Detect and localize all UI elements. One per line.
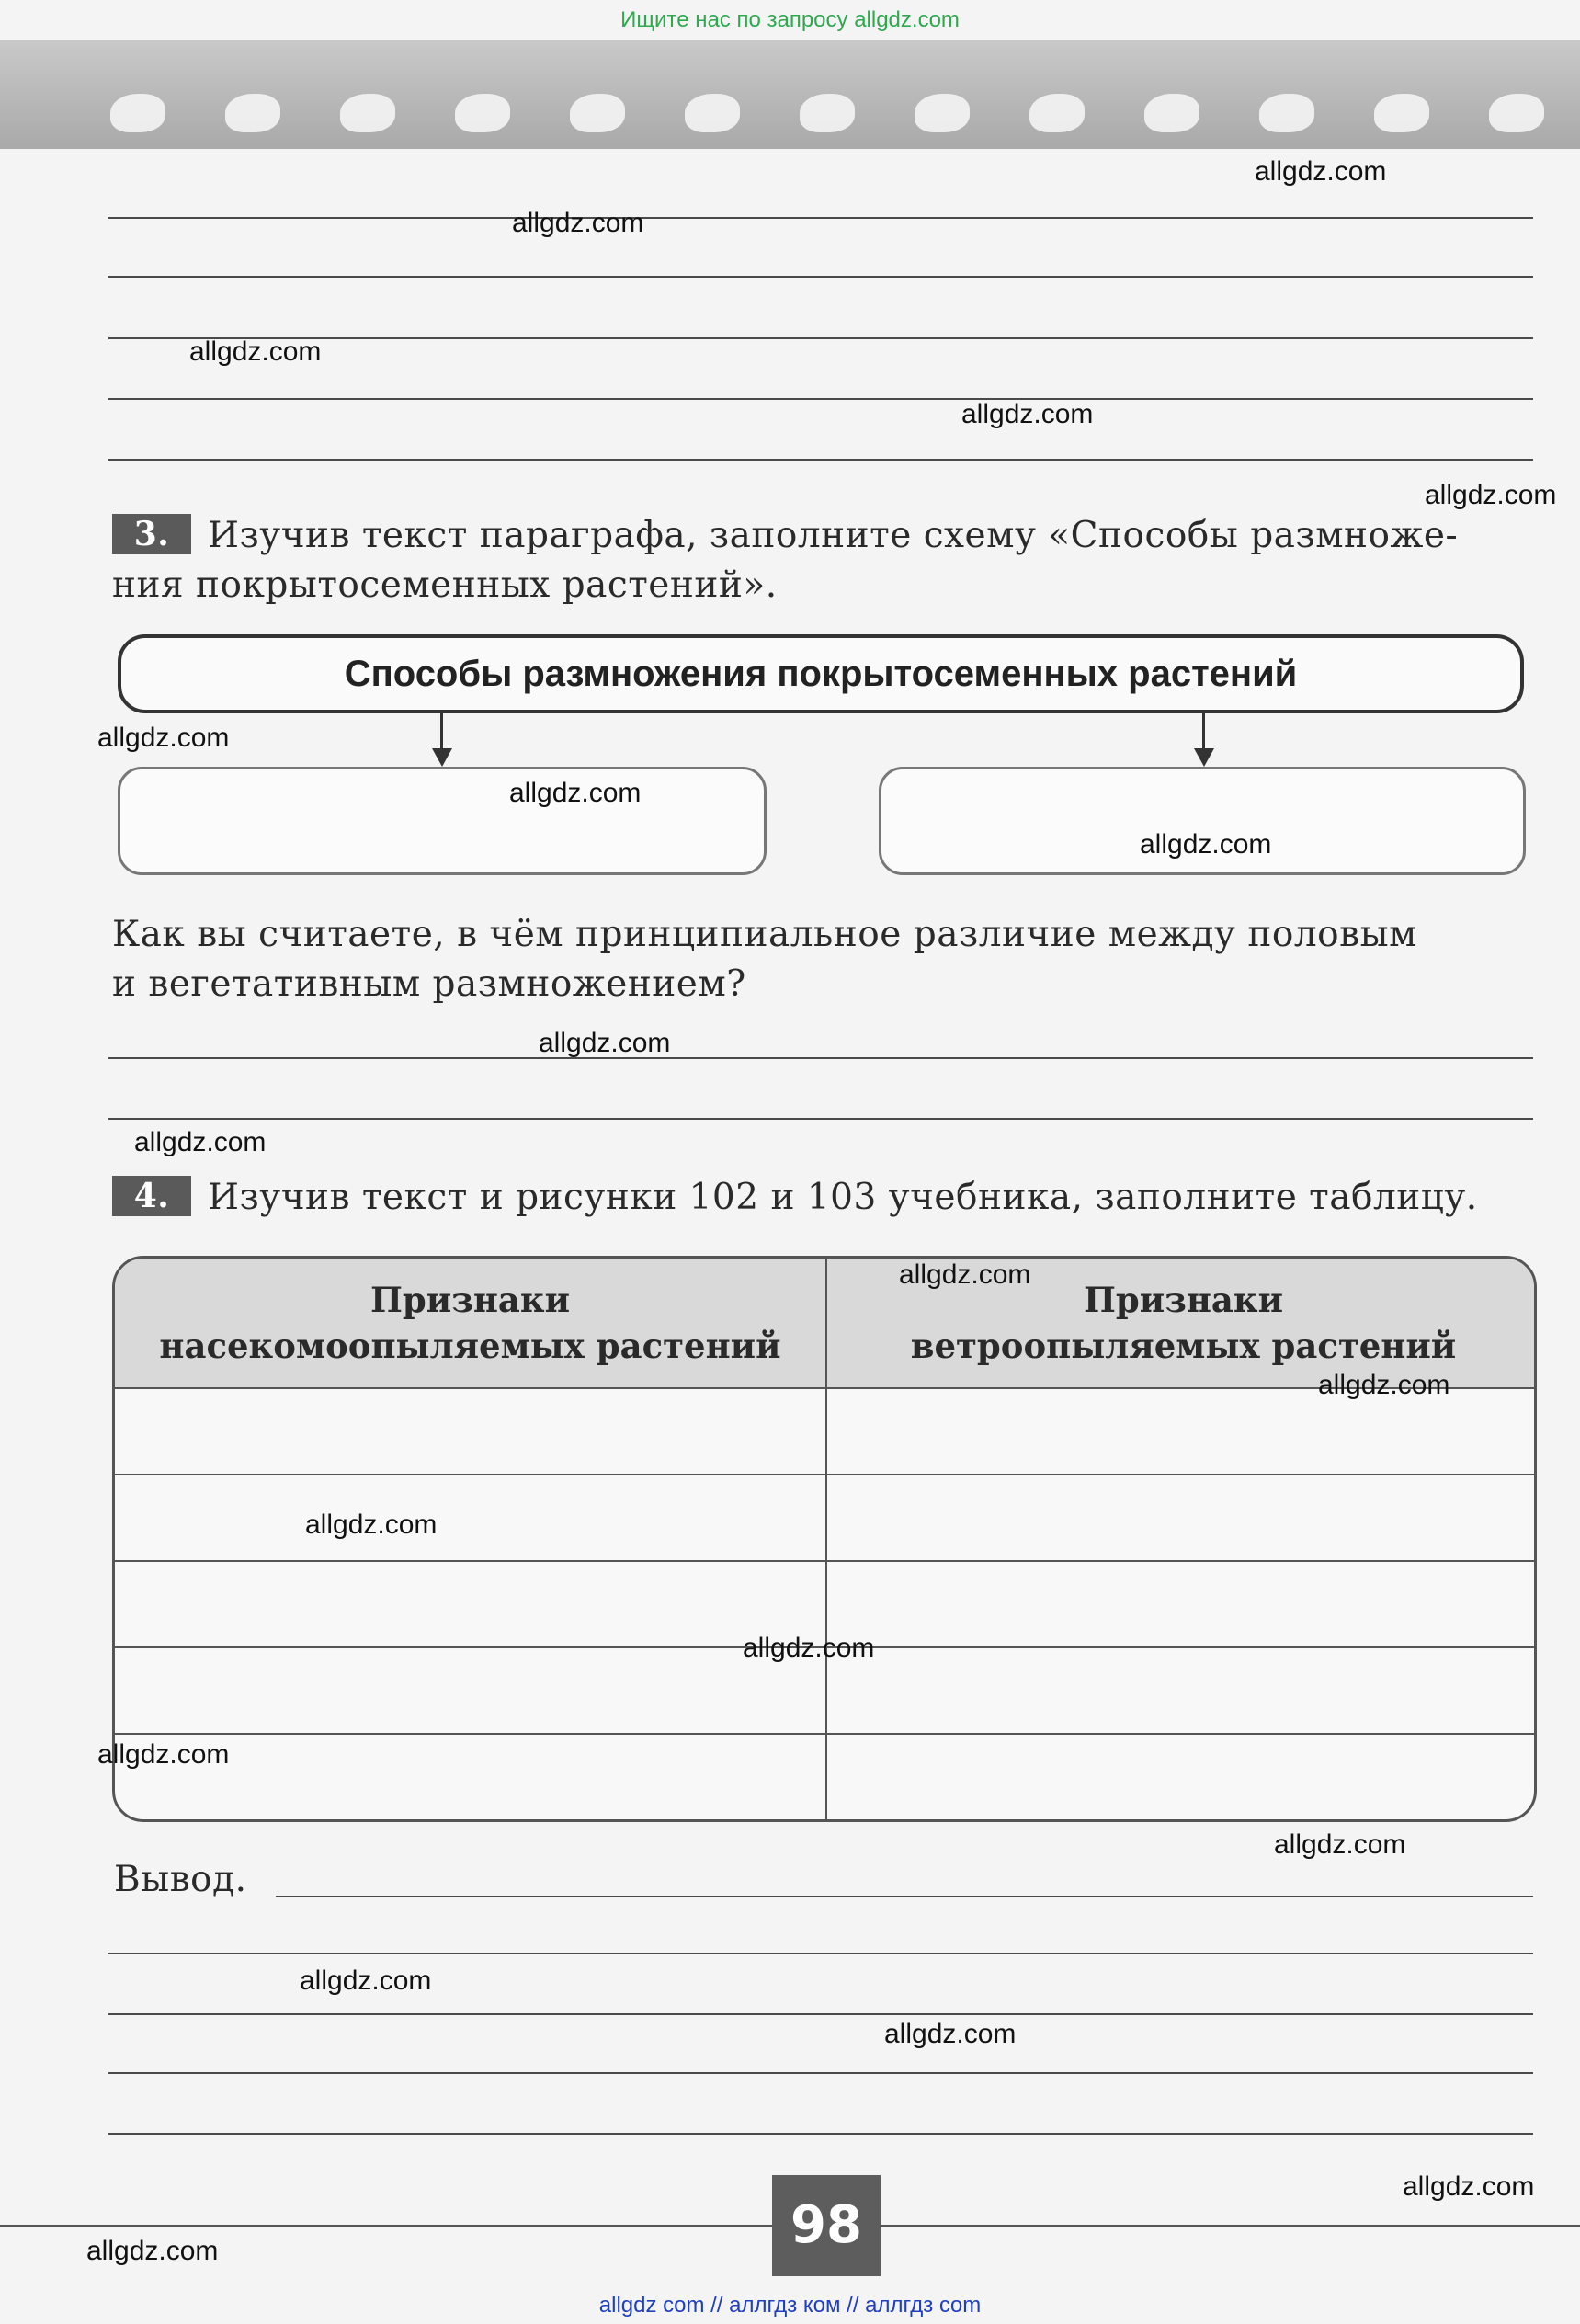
watermark[interactable]: allgdz.com [305, 1509, 438, 1540]
table-column-divider [825, 1259, 827, 1819]
moth-icon [1489, 94, 1544, 132]
question-line2: и вегетативным размножением? [112, 963, 746, 1005]
task-4-text [112, 1173, 1546, 1223]
answer-line[interactable] [108, 2072, 1533, 2074]
bird-icon [570, 94, 625, 132]
conclusion-label: Вывод. [114, 1859, 247, 1900]
table-row[interactable] [115, 1474, 1534, 1475]
watermark[interactable]: allgdz.com [1140, 829, 1272, 860]
watermark[interactable]: allgdz.com [86, 2236, 219, 2266]
answer-line[interactable] [108, 276, 1533, 278]
animal-silhouettes-decoration [110, 90, 1544, 136]
bison-icon [110, 94, 165, 132]
bear-icon [1144, 94, 1199, 132]
arrow-left-line [440, 713, 443, 752]
watermark[interactable]: allgdz.com [97, 723, 230, 753]
scheme-title: Способы размножения покрытосеменных растений [344, 654, 1298, 694]
table-row[interactable] [115, 1733, 1534, 1735]
watermark[interactable]: allgdz.com [512, 208, 644, 238]
watermark[interactable]: allgdz.com [899, 1259, 1031, 1290]
scorpion-icon [340, 94, 395, 132]
rodent-icon [1374, 94, 1429, 132]
watermark[interactable]: allgdz.com [509, 778, 642, 808]
arrow-right-line [1202, 713, 1205, 752]
answer-line[interactable] [108, 1953, 1533, 1954]
watermark[interactable]: allgdz.com [1274, 1829, 1406, 1860]
answer-line[interactable] [108, 2133, 1533, 2135]
task-3-line2: ния покрытосеменных растений». [112, 564, 778, 606]
answer-line[interactable] [108, 217, 1533, 219]
answer-line[interactable] [276, 1896, 1533, 1897]
butterfly-icon [225, 94, 280, 132]
table-row[interactable] [115, 1560, 1534, 1562]
bee-icon [1029, 94, 1085, 132]
answer-line[interactable] [108, 1057, 1533, 1059]
header-insect-line2: насекомоопыляемых растений [159, 1326, 781, 1366]
arrow-right-icon [1194, 748, 1214, 767]
answer-line[interactable] [108, 337, 1533, 339]
watermark[interactable]: allgdz.com [743, 1633, 875, 1663]
task-number: 4. [112, 1176, 191, 1216]
watermark[interactable]: allgdz.com [884, 2019, 1017, 2049]
table-header-insect [115, 1259, 825, 1387]
question-text [112, 910, 1537, 1009]
heron-icon [915, 94, 970, 132]
cat-icon [1259, 94, 1314, 132]
question-line1: Как вы считаете, в чём принципиальное различие между половым [112, 914, 1417, 955]
top-banner[interactable]: Ищите нас по запросу allgdz.com [620, 7, 960, 32]
header-insect-line1: Признаки [369, 1280, 571, 1320]
watermark[interactable]: allgdz.com [1425, 480, 1557, 510]
answer-line[interactable] [108, 459, 1533, 461]
task-3-text [112, 511, 1537, 610]
watermark[interactable]: allgdz.com [189, 336, 322, 367]
page-number: 98 [772, 2175, 881, 2276]
watermark[interactable]: allgdz.com [1318, 1370, 1450, 1400]
wolf-icon [800, 94, 855, 132]
footer-links[interactable]: allgdz com // аллгдз ком // аллгдз com [598, 2293, 982, 2318]
watermark[interactable]: allgdz.com [1403, 2171, 1535, 2202]
task-number: 3. [112, 514, 191, 554]
scheme-title-box [118, 634, 1524, 713]
arrow-left-icon [432, 748, 452, 767]
header-wind-line1: Признаки [1083, 1280, 1284, 1320]
answer-line[interactable] [108, 1118, 1533, 1120]
header-wind-line2: ветроопыляемых растений [910, 1326, 1457, 1366]
scheme-answer-box-left[interactable] [118, 767, 767, 875]
fish-icon [685, 94, 740, 132]
watermark[interactable]: allgdz.com [1255, 156, 1387, 187]
watermark[interactable]: allgdz.com [539, 1028, 671, 1058]
task-4-line: Изучив текст и рисунки 102 и 103 учебника, заполните таблицу. [208, 1177, 1478, 1218]
task-3-line1: Изучив текст параграфа, заполните схему «Способы размноже- [208, 515, 1459, 556]
answer-line[interactable] [108, 398, 1533, 400]
watermark[interactable]: allgdz.com [97, 1739, 230, 1770]
answer-line[interactable] [108, 2013, 1533, 2015]
watermark[interactable]: allgdz.com [300, 1965, 432, 1996]
horse-icon [455, 94, 510, 132]
watermark[interactable]: allgdz.com [134, 1127, 267, 1157]
watermark[interactable]: allgdz.com [961, 399, 1094, 429]
